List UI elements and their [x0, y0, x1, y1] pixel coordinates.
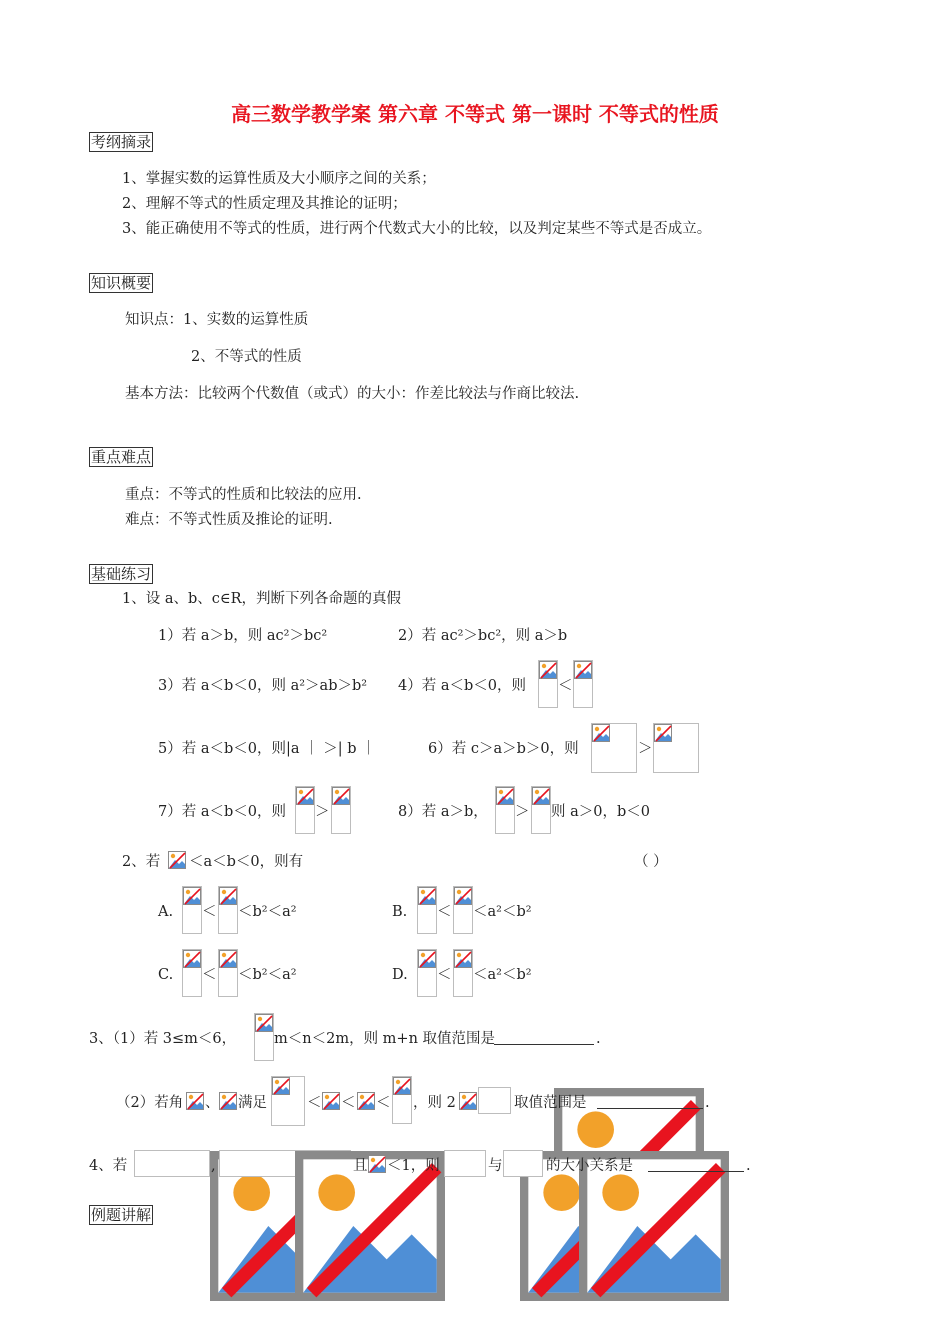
broken-image-icon	[539, 661, 557, 679]
less-than-sign: ＜	[202, 967, 217, 983]
broken-image-icon	[393, 1077, 411, 1095]
q3-part1-prefix: 3、（1）若 3≤m＜6，	[89, 1031, 237, 1047]
period: .	[596, 1031, 601, 1047]
q4-relation: 的大小关系是	[546, 1158, 633, 1174]
q1-item-5: 5）若 a＜b＜0，则|a ｜ ＞| b ｜	[158, 741, 376, 757]
formula-image	[392, 1076, 412, 1124]
less-than-sign: ＜	[202, 904, 217, 920]
period: .	[746, 1158, 751, 1174]
q2-stem: ＜a＜b＜0，则有	[189, 854, 304, 870]
answer-blank[interactable]	[494, 1044, 594, 1045]
page-title: 高三数学教学案 第六章 不等式 第一课时 不等式的性质	[231, 102, 719, 126]
formula-image	[591, 723, 637, 773]
option-d-tail: ＜a²＜b²	[473, 967, 532, 983]
broken-image-icon	[496, 787, 514, 805]
broken-image-icon	[296, 787, 314, 805]
formula-image	[254, 1013, 274, 1061]
q4-and-with: 与	[488, 1158, 503, 1174]
formula-image	[219, 1150, 351, 1177]
separator: 、	[205, 1095, 220, 1111]
greater-than-sign: ＞	[638, 741, 653, 757]
broken-image-icon	[592, 724, 610, 742]
less-than-sign: ＜	[437, 904, 452, 920]
formula-image	[218, 886, 238, 934]
q1-item-2: 2）若 ac²＞bc²，则 a＞b	[398, 628, 568, 644]
broken-image-icon	[357, 1092, 375, 1110]
broken-image-icon	[255, 1014, 273, 1032]
q1-item-4: 4）若 a＜b＜0，则	[398, 678, 526, 694]
formula-image	[331, 786, 351, 834]
answer-blank[interactable]	[597, 1108, 703, 1109]
less-than-sign: ＜	[376, 1095, 391, 1111]
q4-condition: ＜1，则	[387, 1158, 440, 1174]
q1-item-8: 8）若 a＞b，	[398, 804, 488, 820]
broken-image-icon	[368, 1155, 386, 1173]
broken-image-icon	[183, 887, 201, 905]
section-heading-knowledge: 知识概要	[91, 274, 152, 292]
broken-image-icon	[532, 787, 550, 805]
q1-item-7: 7）若 a＜b＜0，则	[158, 804, 286, 820]
broken-image-icon	[186, 1092, 204, 1110]
broken-image-icon	[272, 1077, 290, 1095]
formula-image	[573, 660, 593, 708]
broken-image-icon	[219, 950, 237, 968]
broken-image-icon	[183, 950, 201, 968]
q3-part2-mid: ，则 2	[413, 1095, 456, 1111]
formula-image	[134, 1150, 210, 1177]
less-than-sign: ＜	[437, 967, 452, 983]
broken-image-icon	[332, 787, 350, 805]
option-a-label: A.	[158, 904, 174, 920]
formula-image	[531, 786, 551, 834]
formula-image	[453, 949, 473, 997]
knowledge-point-2: 2、不等式的性质	[191, 349, 302, 365]
difficulty-text: 难点：不等式性质及推论的证明.	[125, 512, 333, 528]
q3-part1: m＜n＜2m，则 m+n 取值范围是	[274, 1031, 496, 1047]
formula-image	[182, 886, 202, 934]
formula-image	[495, 786, 515, 834]
syllabus-item-3: 3、能正确使用不等式的性质，进行两个代数式大小的比较，以及判定某些不等式是否成立。	[122, 221, 712, 237]
q3-part2-range: 取值范围是	[514, 1095, 587, 1111]
comma: ,	[211, 1158, 216, 1174]
syllabus-item-1: 1、掌握实数的运算性质及大小顺序之间的关系；	[122, 171, 436, 187]
broken-image-icon	[454, 887, 472, 905]
option-c-tail: ＜b²＜a²	[238, 967, 297, 983]
formula-image	[218, 949, 238, 997]
less-than-sign: ＜	[341, 1095, 356, 1111]
less-than-sign: ＜	[307, 1095, 322, 1111]
broken-image-icon	[168, 851, 186, 869]
section-heading-key-points: 重点难点	[91, 448, 152, 466]
formula-image	[653, 723, 699, 773]
formula-image	[271, 1076, 305, 1126]
q4-and: 且	[353, 1158, 368, 1174]
formula-image	[295, 786, 315, 834]
formula-image	[444, 1150, 486, 1177]
option-d-label: D.	[392, 967, 408, 983]
basic-method: 基本方法：比较两个代数值（或式）的大小：作差比较法与作商比较法.	[125, 386, 580, 402]
broken-image-icon	[459, 1092, 477, 1110]
broken-image-icon	[654, 724, 672, 742]
less-than-sign: ＜	[558, 678, 573, 694]
formula-image	[478, 1087, 511, 1114]
option-b-label: B.	[392, 904, 408, 920]
q1-item-8-tail: 则 a＞0，b＜0	[551, 804, 650, 820]
greater-than-sign: ＞	[515, 804, 530, 820]
broken-image-icon	[322, 1092, 340, 1110]
q1-stem: 1、设 a、b、c∈R，判断下列各命题的真假	[122, 591, 402, 607]
q1-item-3: 3）若 a＜b＜0，则 a²＞ab＞b²	[158, 678, 368, 694]
q1-item-6: 6）若 c＞a＞b＞0，则	[428, 741, 579, 757]
formula-image	[417, 886, 437, 934]
q3-part2-satisfy: 满足	[238, 1095, 267, 1111]
broken-image-icon	[574, 661, 592, 679]
q1-item-1: 1）若 a＞b，则 ac²＞bc²	[158, 628, 328, 644]
broken-image-icon	[418, 950, 436, 968]
option-a-tail: ＜b²＜a²	[238, 904, 297, 920]
q2-stem-prefix: 2、若	[122, 854, 161, 870]
q4-prefix: 4、若	[89, 1158, 128, 1174]
knowledge-point-1: 知识点：1、实数的运算性质	[125, 312, 309, 328]
section-heading-exercises: 基础练习	[91, 565, 152, 583]
option-c-label: C.	[158, 967, 174, 983]
section-heading-examples: 例题讲解	[91, 1206, 152, 1224]
broken-image-icon	[454, 950, 472, 968]
period: .	[705, 1095, 710, 1111]
broken-image-icon	[219, 1092, 237, 1110]
formula-image	[503, 1150, 543, 1177]
formula-image	[453, 886, 473, 934]
broken-image-icon	[418, 887, 436, 905]
answer-blank[interactable]	[648, 1171, 744, 1172]
answer-bracket: （ ）	[634, 854, 668, 870]
section-heading-syllabus: 考纲摘录	[91, 133, 152, 151]
formula-image	[182, 949, 202, 997]
syllabus-item-2: 2、理解不等式的性质定理及其推论的证明；	[122, 196, 407, 212]
q3-part2-prefix: （2）若角	[116, 1095, 184, 1111]
focus-text: 重点：不等式的性质和比较法的应用.	[125, 487, 362, 503]
option-b-tail: ＜a²＜b²	[473, 904, 532, 920]
formula-image	[538, 660, 558, 708]
greater-than-sign: ＞	[315, 804, 330, 820]
broken-image-icon	[219, 887, 237, 905]
formula-image	[417, 949, 437, 997]
